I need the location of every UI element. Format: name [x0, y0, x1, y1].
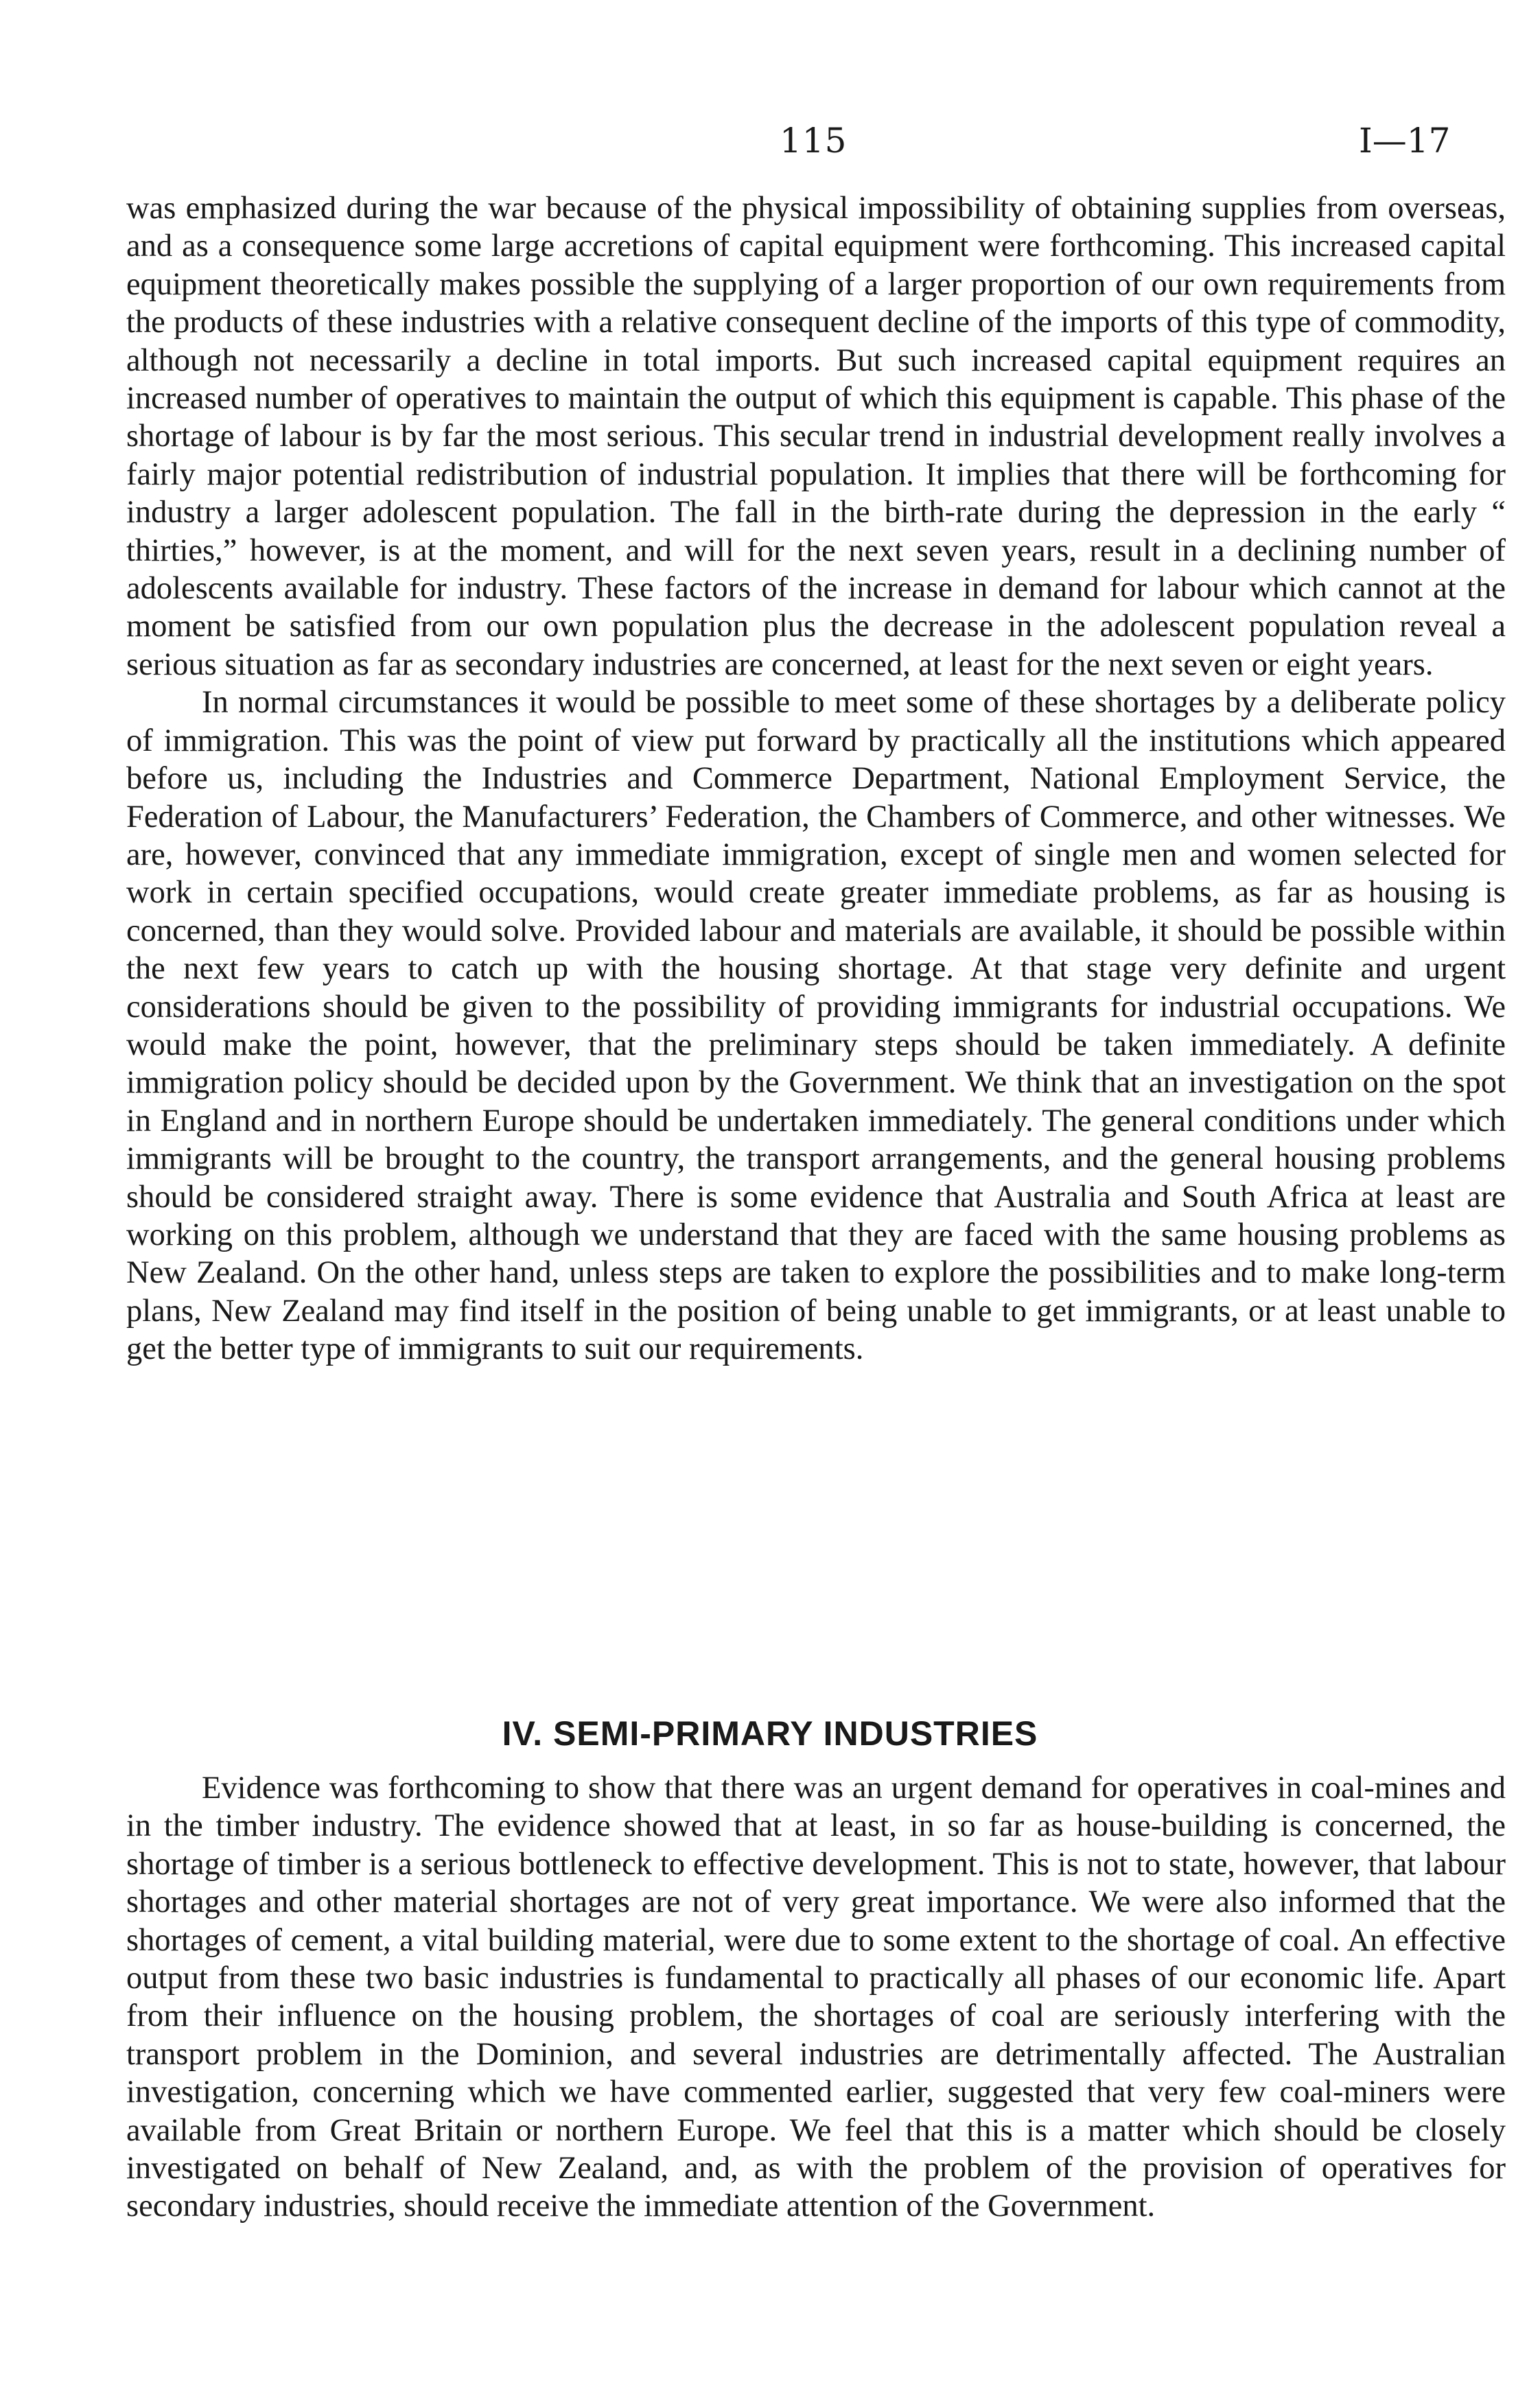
body-text: [126, 189, 1506, 1368]
document-reference: I—17: [1359, 121, 1451, 161]
section-body: [126, 1769, 1506, 2226]
page-number: 115: [780, 121, 848, 161]
page-header: [0, 121, 1540, 176]
section-heading: IV. SEMI-PRIMARY INDUSTRIES: [502, 1714, 1038, 1753]
paragraph-semi-primary: Evidence was forthcoming to show that there was an urgent demand for operatives in coal-mines and in the timber industry. The evidence showed that at least, in so far as house-building is concerned, the shortage of timber is a serious bottleneck to effective development. This is not to state, however, that labour shortages and other material shortages are not of very great importance. We were also informed that the shortages of cement, a vital building material, were due to some extent to the shortage of coal. An effective output from these two basic industries is fundamental to practically all phases of our economic life. Apart from their influence on the housing problem, the shortages of coal are seriously interfering with the transport problem in the Dominion, and several industries are detrimentally affected. The Australian investigation, concerning which we have commented earlier, suggested that very few coal-miners were available from Great Britain or northern Europe. We feel that this is a matter which should be closely investigated on behalf of New Zealand, and, as with the problem of the provision of operatives for secondary industries, should receive the immediate attention of the Government.: [126, 1771, 1506, 2224]
paragraph-continued: was emphasized during the war because of the physical impossibility of obtaining supplies from overseas, and as a consequence some large accretions of capital equipment were forthcoming. This increased capital equipment theoretically makes possible the supplying of a larger proportion of our own requirements from the products of these industries with a relative consequent decline of the imports of this type of commodity, although not necessarily a decline in total imports. But such increased capital equipment requires an increased number of operatives to maintain the output of which this equipment is capable. This phase of the shortage of labour is by far the most serious. This secular trend in industrial development really involves a fairly major potential redistribution of industrial population. It implies that there will be forthcoming for industry a larger adolescent population. The fall in the birth-rate during the depression in the early “ thirties,” however, is at the moment, and will for the next seven years, result in a declining number of adolescents available for industry. These factors of the increase in demand for labour which cannot at the moment be satisfied from our own population plus the decrease in the adolescent population reveal a serious situation as far as secondary industries are concerned, at least for the next seven or eight years.: [126, 191, 1506, 682]
paragraph-immigration: In normal circumstances it would be possible to meet some of these shortages by a deliberate policy of immigration. This was the point of view put forward by practically all the institutions which appeared before us, including the Industries and Commerce Department, National Employment Service, the Federation of Labour, the Manufacturers’ Federation, the Chambers of Commerce, and other witnesses. We are, however, convinced that any immediate immigration, except of single men and women selected for work in certain specified occupations, would create greater immediate problems, as far as housing is concerned, than they would solve. Provided labour and materials are available, it should be possible within the next few years to catch up with the housing shortage. At that stage very definite and urgent considerations should be given to the possibility of providing immigrants for industrial occupations. We would make the point, however, that the preliminary steps should be taken immediately. A definite immigration policy should be decided upon by the Government. We think that an investigation on the spot in England and in northern Europe should be undertaken immediately. The general conditions under which immigrants will be brought to the country, the transport arrangements, and the general housing problems should be considered straight away. There is some evidence that Australia and South Africa at least are working on this problem, although we understand that they are faced with the same housing problems as New Zealand. On the other hand, unless steps are taken to explore the possibilities and to make long-term plans, New Zealand may find itself in the position of being unable to get immigrants, or at least unable to get the better type of immigrants to suit our requirements.: [126, 685, 1506, 1367]
